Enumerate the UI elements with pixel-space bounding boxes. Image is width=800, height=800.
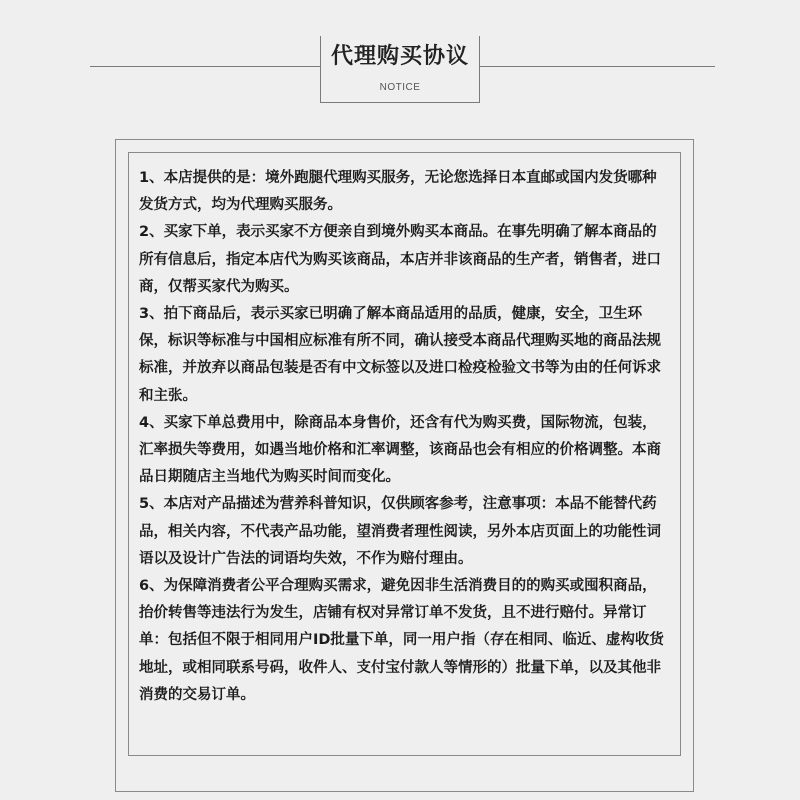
header-divider-left <box>90 66 320 67</box>
agreement-item-2: 2、买家下单，表示买家不方便亲自到境外购买本商品。在事先明确了解本商品的所有信息后，指定本店代为购买该商品，本店并非该商品的生产者，销售者，进口商，仅帮买家代为购买。 <box>139 224 661 295</box>
agreement-content <box>128 152 681 756</box>
title-box <box>320 36 480 103</box>
agreement-item-6: 6、为保障消费者公平合理购买需求，避免因非生活消费目的的购买或囤积商品，抬价转售等违法行为发生，店铺有权对异常订单不发货，且不进行赔付。异常订单：包括但不限于相同用户ID批量下单，同一用户指（存在相同、临近、虚构收货地址，或相同联系号码，收件人、支付宝付款人等情形的）批量下单，以及其他非消费的交易订单。 <box>139 578 664 703</box>
page-subtitle: NOTICE <box>379 82 421 93</box>
agreement-item-1: 1、本店提供的是：境外跑腿代理购买服务，无论您选择日本直邮或国内发货哪种发货方式，均为代理购买服务。 <box>139 170 657 214</box>
agreement-item-3: 3、拍下商品后，表示买家已明确了解本商品适用的品质，健康，安全，卫生环保，标识等标准与中国相应标准有所不同，确认接受本商品代理购买地的商品法规标准，并放弃以商品包装是否有中文标签以及进口检疫检验文书等为由的任何诉求和主张。 <box>139 306 661 404</box>
agreement-item-5: 5、本店对产品描述为营养科普知识，仅供顾客参考，注意事项：本品不能替代药品，相关内容，不代表产品功能，望消费者理性阅读，另外本店页面上的功能性词语以及设计广告法的词语均失效，不作为赔付理由。 <box>139 496 661 567</box>
header-divider-right <box>480 66 715 67</box>
page-title: 代理购买协议 <box>330 44 469 69</box>
agreement-item-4: 4、买家下单总费用中，除商品本身售价，还含有代为购买费，国际物流，包装，汇率损失等费用，如遇当地价格和汇率调整，该商品也会有相应的价格调整。本商品日期随店主当地代为购买时间而变化。 <box>139 414 661 486</box>
